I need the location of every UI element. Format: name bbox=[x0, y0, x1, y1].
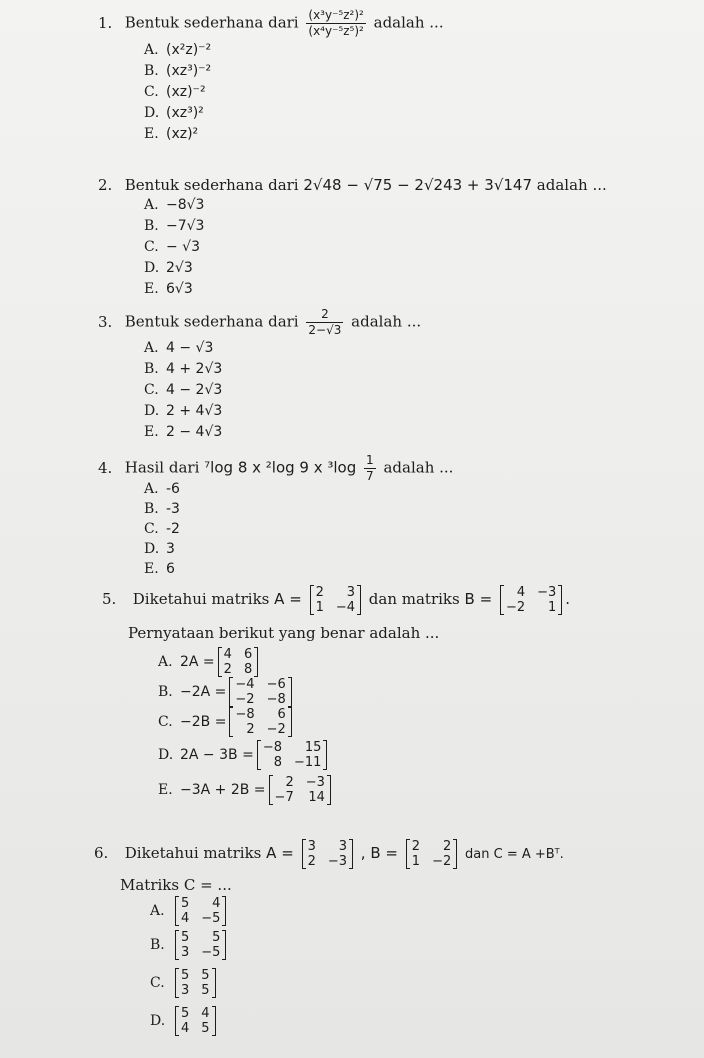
matrix-entry: −2 bbox=[432, 854, 452, 869]
fraction-numerator: 1 bbox=[366, 453, 374, 467]
matrix-entry: 2 bbox=[223, 662, 232, 677]
option-4d bbox=[144, 541, 175, 557]
matrix-entry: 4 bbox=[181, 911, 190, 926]
matrix-entry: 5 bbox=[201, 983, 210, 998]
option-5e bbox=[158, 775, 334, 805]
option-3e bbox=[144, 424, 222, 440]
matrix-entry: 3 bbox=[307, 839, 316, 854]
option-text: (xz³)² bbox=[166, 105, 204, 121]
question-5 bbox=[102, 585, 571, 615]
option-label: 2A = bbox=[180, 654, 215, 670]
matrix-b bbox=[406, 839, 457, 869]
option-label: −2A = bbox=[180, 684, 227, 700]
option-6a bbox=[150, 896, 229, 926]
matrix-entry: 5 bbox=[181, 930, 190, 945]
option-3d bbox=[144, 403, 222, 419]
matrix-entry: 4 bbox=[201, 1006, 210, 1021]
option-2a bbox=[144, 197, 204, 213]
option-letter: C. bbox=[144, 521, 159, 537]
matrix-entry: −6 bbox=[266, 677, 286, 692]
matrix-entry: 2 bbox=[246, 722, 255, 737]
option-letter: B. bbox=[150, 937, 165, 953]
question-number: 2. bbox=[98, 176, 113, 194]
question-text: Diketahui matriks bbox=[132, 590, 270, 608]
option-label: −3A + 2B = bbox=[180, 782, 266, 798]
option-text: −7√3 bbox=[166, 218, 205, 234]
matrix-entry: 8 bbox=[273, 755, 282, 770]
matrix-entry: 5 bbox=[181, 968, 190, 983]
matrix-entry: 5 bbox=[212, 930, 221, 945]
matrix-entry: 3 bbox=[346, 585, 356, 600]
question-2 bbox=[98, 176, 607, 194]
option-1d bbox=[144, 105, 204, 121]
option-text: -6 bbox=[166, 481, 180, 497]
question-text: Bentuk sederhana dari bbox=[124, 13, 299, 32]
option-5d bbox=[158, 740, 330, 770]
option-letter: A. bbox=[144, 481, 159, 497]
option-letter: B. bbox=[144, 361, 159, 377]
option-1a bbox=[144, 42, 211, 58]
question-3 bbox=[98, 307, 422, 338]
matrix-entry: −3 bbox=[327, 854, 348, 869]
question-suffix: dan C = A +Bᵀ. bbox=[465, 847, 564, 862]
option-letter: D. bbox=[158, 747, 174, 763]
option-letter: D. bbox=[144, 403, 160, 419]
option-matrix bbox=[257, 740, 328, 770]
question-4 bbox=[98, 453, 454, 484]
period: . bbox=[565, 590, 571, 608]
question-6 bbox=[94, 839, 564, 869]
fraction-denominator: (x⁴y⁻⁵z⁵)² bbox=[308, 24, 364, 38]
option-matrix bbox=[175, 1006, 216, 1036]
option-3c bbox=[144, 382, 222, 398]
option-label: 2A − 3B = bbox=[180, 747, 254, 763]
matrix-entry: 3 bbox=[181, 983, 190, 998]
option-letter: B. bbox=[144, 63, 159, 79]
matrix-b bbox=[500, 585, 562, 615]
option-2c bbox=[144, 239, 200, 255]
option-text: -2 bbox=[166, 521, 180, 537]
option-letter: D. bbox=[144, 105, 160, 121]
option-5c bbox=[158, 707, 295, 737]
option-text: 6 bbox=[166, 561, 175, 577]
matrix-entry: −2 bbox=[266, 722, 286, 737]
option-letter: C. bbox=[150, 975, 165, 991]
option-text: 3 bbox=[166, 541, 175, 557]
matrix-b-label: B = bbox=[370, 844, 398, 862]
matrix-entry: 5 bbox=[201, 1021, 210, 1036]
fraction-denominator: 2−√3 bbox=[308, 323, 342, 337]
option-6d bbox=[150, 1006, 219, 1036]
option-4a bbox=[144, 481, 180, 497]
matrix-entry: 5 bbox=[181, 1006, 190, 1021]
option-text: −8√3 bbox=[166, 197, 205, 213]
option-5a bbox=[158, 647, 261, 677]
option-text: (xz)⁻² bbox=[166, 84, 206, 100]
matrix-entry: 3 bbox=[181, 945, 190, 960]
option-letter: D. bbox=[144, 541, 160, 557]
matrix-entry: −2 bbox=[235, 692, 255, 707]
option-letter: B. bbox=[144, 218, 159, 234]
question-1 bbox=[98, 8, 444, 39]
option-4e bbox=[144, 561, 175, 577]
question-text-middle: dan matriks bbox=[368, 590, 460, 608]
option-letter: A. bbox=[144, 42, 159, 58]
fraction-denominator: 7 bbox=[366, 469, 374, 483]
matrix-entry: 2 bbox=[442, 839, 452, 854]
matrix-entry: −8 bbox=[266, 692, 286, 707]
matrix-entry: 6 bbox=[243, 647, 253, 662]
question-6-prompt: Matriks C = ... bbox=[120, 876, 232, 894]
radical-expression: 2√48 − √75 − 2√243 + 3√147 bbox=[303, 176, 533, 194]
matrix-entry: −11 bbox=[293, 755, 322, 770]
matrix-entry: 2 bbox=[285, 775, 294, 790]
question-text: Hasil dari bbox=[124, 458, 200, 477]
option-2e bbox=[144, 281, 193, 297]
option-4c bbox=[144, 521, 180, 537]
matrix-entry: 8 bbox=[243, 662, 253, 677]
option-letter: E. bbox=[144, 126, 159, 142]
option-4b bbox=[144, 501, 180, 517]
option-letter: D. bbox=[144, 260, 160, 276]
matrix-entry: 14 bbox=[308, 790, 325, 805]
option-2b bbox=[144, 218, 204, 234]
matrix-entry: −2 bbox=[505, 600, 526, 615]
question-number: 3. bbox=[98, 312, 113, 331]
question-suffix: adalah ... bbox=[351, 312, 422, 331]
log-expression: ⁷log 8 x ²log 9 x ³log bbox=[204, 458, 357, 477]
option-matrix bbox=[175, 930, 226, 960]
question-number: 6. bbox=[94, 844, 109, 862]
option-label: −2B = bbox=[180, 714, 227, 730]
option-6c bbox=[150, 968, 219, 998]
option-letter: A. bbox=[144, 197, 159, 213]
matrix-entry: 5 bbox=[201, 968, 210, 983]
option-letter: A. bbox=[144, 340, 159, 356]
matrix-entry: −8 bbox=[262, 740, 282, 755]
option-matrix bbox=[218, 647, 259, 677]
matrix-entry: 4 bbox=[181, 1021, 190, 1036]
option-1e bbox=[144, 126, 198, 142]
option-1b bbox=[144, 63, 211, 79]
option-3b bbox=[144, 361, 222, 377]
matrix-entry: 3 bbox=[338, 839, 348, 854]
option-letter: C. bbox=[144, 84, 159, 100]
matrix-b-label: B = bbox=[464, 590, 493, 608]
option-text: 6√3 bbox=[166, 281, 193, 297]
option-letter: E. bbox=[144, 281, 159, 297]
matrix-entry: 5 bbox=[181, 896, 190, 911]
matrix-entry: −4 bbox=[235, 677, 255, 692]
option-text: 2√3 bbox=[166, 260, 193, 276]
matrix-entry: 15 bbox=[304, 740, 322, 755]
option-text: 2 − 4√3 bbox=[166, 424, 223, 440]
option-text: (xz³)⁻² bbox=[166, 63, 212, 79]
option-letter: D. bbox=[150, 1013, 166, 1029]
matrix-entry: −8 bbox=[235, 707, 255, 722]
option-text: 4 − √3 bbox=[166, 340, 214, 356]
option-text: 4 + 2√3 bbox=[166, 361, 223, 377]
option-letter: E. bbox=[158, 782, 173, 798]
matrix-a bbox=[302, 839, 353, 869]
matrix-entry: 2 bbox=[315, 585, 324, 600]
question-text: Diketahui matriks bbox=[124, 844, 262, 862]
matrix-entry: −3 bbox=[305, 775, 325, 790]
matrix-entry: 4 bbox=[223, 647, 232, 662]
option-matrix bbox=[229, 707, 291, 737]
option-5b bbox=[158, 677, 295, 707]
option-text: (x²z)⁻² bbox=[166, 42, 212, 58]
question-number: 5. bbox=[102, 590, 117, 608]
question-suffix: adalah ... bbox=[536, 176, 607, 194]
question-text: Bentuk sederhana dari bbox=[124, 312, 299, 331]
option-letter: E. bbox=[144, 561, 159, 577]
option-letter: C. bbox=[144, 239, 159, 255]
option-3a bbox=[144, 340, 213, 356]
option-matrix bbox=[175, 968, 216, 998]
matrix-entry: 4 bbox=[212, 896, 221, 911]
question-number: 4. bbox=[98, 458, 113, 477]
option-text: -3 bbox=[166, 501, 180, 517]
option-text: (xz)² bbox=[166, 126, 199, 142]
matrix-entry: 1 bbox=[548, 600, 557, 615]
fraction bbox=[306, 307, 343, 338]
separator: , bbox=[360, 844, 366, 862]
fraction-numerator: (x³y⁻⁵z²)² bbox=[308, 8, 364, 22]
matrix-entry: 6 bbox=[277, 707, 286, 722]
matrix-entry: −3 bbox=[537, 585, 557, 600]
option-letter: E. bbox=[144, 424, 159, 440]
option-matrix bbox=[229, 677, 291, 707]
question-5-prompt: Pernyataan berikut yang benar adalah ... bbox=[128, 624, 440, 642]
option-letter: C. bbox=[158, 714, 173, 730]
option-letter: B. bbox=[144, 501, 159, 517]
option-letter: A. bbox=[150, 903, 165, 919]
matrix-entry: 2 bbox=[307, 854, 316, 869]
matrix-entry: −4 bbox=[335, 600, 356, 615]
option-6b bbox=[150, 930, 229, 960]
matrix-entry: 2 bbox=[411, 839, 421, 854]
question-text: Bentuk sederhana dari bbox=[124, 176, 299, 194]
option-text: 4 − 2√3 bbox=[166, 382, 223, 398]
matrix-entry: −5 bbox=[201, 945, 221, 960]
matrix-a-label: A = bbox=[266, 844, 294, 862]
option-letter: C. bbox=[144, 382, 159, 398]
question-number: 1. bbox=[98, 13, 113, 32]
fraction bbox=[306, 8, 365, 39]
matrix-entry: 1 bbox=[411, 854, 421, 869]
question-suffix: adalah ... bbox=[373, 13, 444, 32]
fraction-numerator: 2 bbox=[306, 307, 343, 323]
matrix-entry: −5 bbox=[201, 911, 221, 926]
matrix-a-label: A = bbox=[274, 590, 302, 608]
option-1c bbox=[144, 84, 206, 100]
matrix-entry: −7 bbox=[274, 790, 294, 805]
option-2d bbox=[144, 260, 193, 276]
option-matrix bbox=[269, 775, 331, 805]
option-text: 2 + 4√3 bbox=[166, 403, 223, 419]
option-text: − √3 bbox=[166, 239, 201, 255]
fraction bbox=[364, 453, 376, 484]
question-suffix: adalah ... bbox=[383, 458, 454, 477]
matrix-entry: 1 bbox=[315, 600, 324, 615]
option-letter: B. bbox=[158, 684, 173, 700]
matrix-a bbox=[310, 585, 361, 615]
option-letter: A. bbox=[158, 654, 173, 670]
matrix-entry: 4 bbox=[516, 585, 526, 600]
option-matrix bbox=[175, 896, 226, 926]
